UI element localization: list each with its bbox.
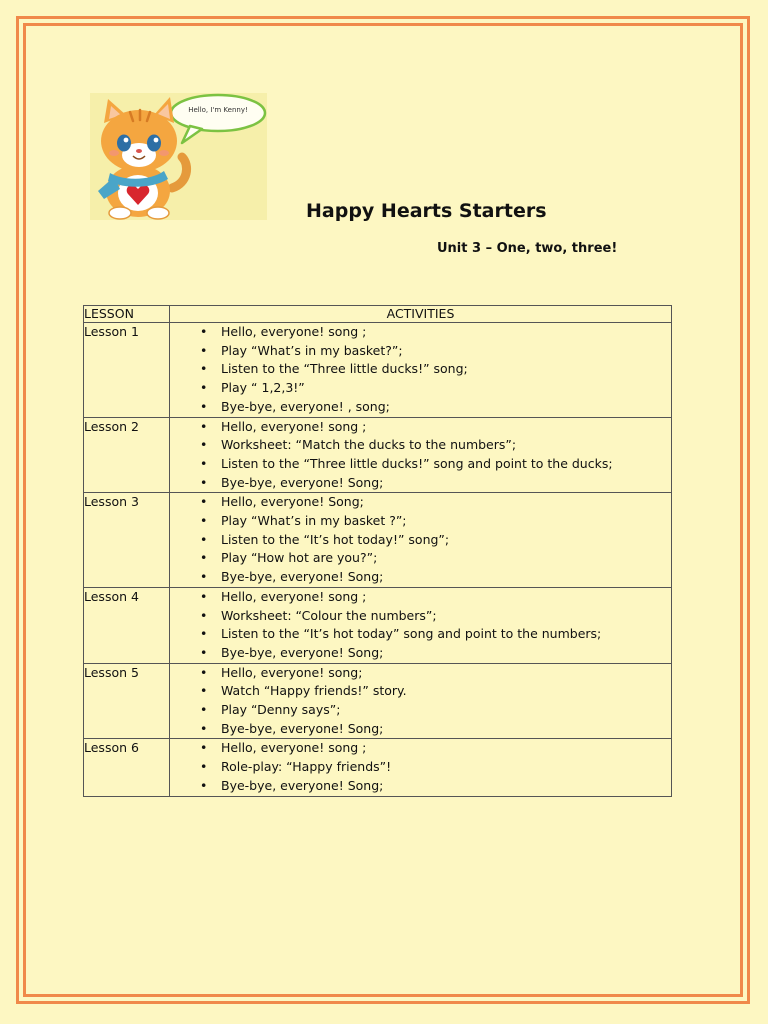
activities-cell: [170, 739, 672, 796]
lesson-name-cell: Lesson 6: [84, 739, 170, 796]
lesson-plan-table: [83, 305, 672, 797]
activities-cell: [170, 663, 672, 739]
speech-bubble-text: Hello, I'm Kenny!: [188, 106, 248, 114]
activities-list: [170, 664, 671, 739]
activities-list: [170, 323, 671, 417]
activity-item: • Play “What’s in my basket?”;: [170, 342, 671, 361]
activity-item: • Worksheet: “Match the ducks to the numbers”;: [170, 436, 671, 455]
lesson-name-cell: Lesson 4: [84, 587, 170, 663]
activities-list: [170, 739, 671, 795]
activity-item: • Bye-bye, everyone! Song;: [170, 474, 671, 493]
activity-item: • Listen to the “It’s hot today!” song”;: [170, 531, 671, 550]
activity-item: • Hello, everyone! song;: [170, 664, 671, 683]
activities-cell: [170, 323, 672, 418]
activities-cell: [170, 493, 672, 588]
activities-cell: [170, 417, 672, 493]
activity-item: • Listen to the “It’s hot today” song and point to the numbers;: [170, 625, 671, 644]
document-title: Happy Hearts Starters: [306, 200, 547, 222]
activity-item: • Bye-bye, everyone! , song;: [170, 398, 671, 417]
lesson-name-cell: Lesson 1: [84, 323, 170, 418]
activity-item: • Hello, everyone! song ;: [170, 588, 671, 607]
table-header-row: [84, 306, 672, 323]
activity-item: • Play “Denny says”;: [170, 701, 671, 720]
lesson-name-cell: Lesson 2: [84, 417, 170, 493]
activities-cell: [170, 587, 672, 663]
activity-item: • Play “How hot are you?”;: [170, 549, 671, 568]
activities-list: [170, 493, 671, 587]
table-row: [84, 323, 672, 418]
activity-item: • Hello, everyone! Song;: [170, 493, 671, 512]
activity-item: • Worksheet: “Colour the numbers”;: [170, 607, 671, 626]
activity-item: • Play “What’s in my basket ?”;: [170, 512, 671, 531]
activity-item: • Bye-bye, everyone! Song;: [170, 777, 671, 796]
activity-item: • Role-play: “Happy friends”!: [170, 758, 671, 777]
activity-item: • Bye-bye, everyone! Song;: [170, 644, 671, 663]
activity-item: • Hello, everyone! song ;: [170, 323, 671, 342]
activity-item: • Bye-bye, everyone! Song;: [170, 720, 671, 739]
table-row: [84, 739, 672, 796]
unit-subtitle: Unit 3 – One, two, three!: [437, 241, 618, 256]
activity-item: • Hello, everyone! song ;: [170, 739, 671, 758]
table-body: [84, 323, 672, 797]
column-header-activities: ACTIVITIES: [170, 306, 672, 323]
activity-item: • Hello, everyone! song ;: [170, 418, 671, 437]
activity-item: • Watch “Happy friends!” story.: [170, 682, 671, 701]
activity-item: • Play “ 1,2,3!”: [170, 379, 671, 398]
table-row: [84, 587, 672, 663]
activity-item: • Listen to the “Three little ducks!” song;: [170, 360, 671, 379]
activity-item: • Listen to the “Three little ducks!” song and point to the ducks;: [170, 455, 671, 474]
column-header-lesson: LESSON: [84, 306, 170, 323]
lesson-name-cell: Lesson 3: [84, 493, 170, 588]
lesson-name-cell: Lesson 5: [84, 663, 170, 739]
activity-item: • Bye-bye, everyone! Song;: [170, 568, 671, 587]
activities-list: [170, 588, 671, 663]
table-row: [84, 417, 672, 493]
table-row: [84, 493, 672, 588]
activities-list: [170, 418, 671, 493]
table-row: [84, 663, 672, 739]
